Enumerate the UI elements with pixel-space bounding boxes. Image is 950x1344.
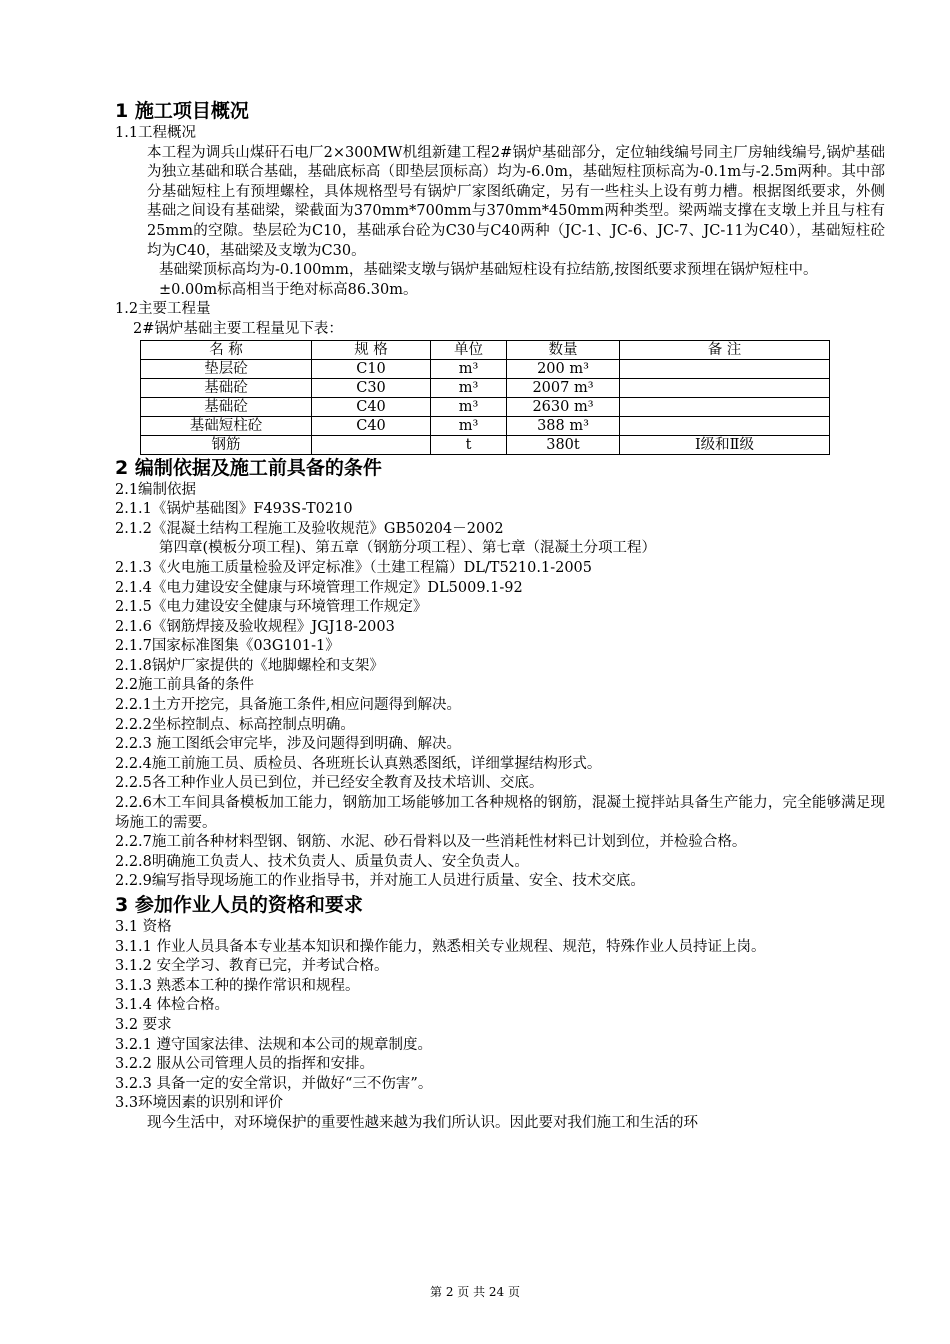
table-cell: C30 [312,378,431,397]
list-item: 3.1.4 体检合格。 [115,997,230,1014]
list-item: 2.1.1《锅炉基础图》F493S-T0210 [115,501,353,518]
table-row [141,435,830,454]
table-cell: 388 m³ [507,416,620,435]
quantity-table [140,340,830,455]
chapters-line: 第四章(模板分项工程)、第五章（钢筋分项工程）、第七章（混凝土分项工程） [159,540,657,557]
table-cell: 380t [507,435,620,454]
list-item: 2.2.1土方开挖完，具备施工条件,相应问题得到解决。 [115,697,462,714]
subsection-3-2: 3.2 要求 [115,1016,172,1033]
table-cell [620,416,830,435]
table-cell [312,435,431,454]
table-cell: 垫层砼 [141,359,312,378]
table-cell: C10 [312,359,431,378]
list-item: 2.1.6《钢筋焊接及验收规程》JGJ18-2003 [115,618,395,635]
table-cell: m³ [431,378,507,397]
list-item: 2.2.5各工种作业人员已到位，并已经安全教育及技术培训、交底。 [115,775,544,792]
table-cell: 基础短柱砼 [141,416,312,435]
subsection-1-2: 1.2主要工程量 [115,301,211,318]
beam-paragraph: 基础梁顶标高均为-0.100mm，基础梁支墩与锅炉基础短柱设有拉结筋,按图纸要求预埋在锅炉短柱中。 [159,262,818,279]
table-cell: 2007 m³ [507,378,620,397]
table-header-row [141,340,830,359]
table-cell [620,378,830,397]
list-item: 2.2.6木工车间具备模板加工能力，钢筋加工场能够加工各种规格的钢筋，混凝土搅拌站具备生产能力，完全能够满足现场施工的需要。 [115,795,885,831]
table-header-cell: 规 格 [312,340,431,359]
list-item: 2.1.7国家标准图集《03G101-1》 [115,638,340,655]
table-cell: 钢筋 [141,435,312,454]
table-cell: m³ [431,416,507,435]
table-cell: C40 [312,397,431,416]
section-3-heading: 3 参加作业人员的资格和要求 [115,894,363,916]
document-page [115,98,885,1134]
table-cell [620,359,830,378]
table-cell: C40 [312,416,431,435]
page-footer: 第 2 页 共 24 页 [430,1285,520,1299]
table-cell: Ⅰ级和Ⅱ级 [620,435,830,454]
table-header-cell: 名 称 [141,340,312,359]
subsection-2-1: 2.1编制依据 [115,481,197,498]
list-item: 2.2.3 施工图纸会审完毕，涉及问题得到明确、解决。 [115,736,462,753]
overview-paragraph: 本工程为调兵山煤矸石电厂2×300MW机组新建工程2#锅炉基础部分，定位轴线编号同主厂房轴线编号,锅炉基础为独立基础和联合基础，基础底标高（即垫层顶标高）均为-6.0m，基础短柱顶标高为-0.1m与-2.5m两种。其中部分基础短柱上有预埋螺栓，具体规格型号有锅炉厂家图纸确定，另有一些柱头上设有剪力槽。根据图纸要求，外侧基础之间设有基础梁，梁截面为370mm*700mm与370mm*450mm两种类型。梁两端支撑在支墩上并且与柱有25mm的空隙。垫层砼为C10，基础承台砼为C30与C40两种（JC-1、JC-6、JC-7、JC-11为C40），基础短柱砼均为C40，基础梁及支墩为C30。 [147,144,885,259]
table-cell: 200 m³ [507,359,620,378]
list-item: 2.2.9编写指导现场施工的作业指导书，并对施工人员进行质量、安全、技术交底。 [115,873,645,890]
table-row [141,416,830,435]
elevation-line: ±0.00m标高相当于绝对标高86.30m。 [159,281,418,298]
table-cell: 基础砼 [141,397,312,416]
table-row [141,378,830,397]
list-item: 3.1.3 熟悉本工种的操作常识和规程。 [115,977,360,994]
list-item: 3.2.1 遵守国家法律、法规和本公司的规章制度。 [115,1036,433,1053]
list-item: 2.2.7施工前各种材料型钢、钢筋、水泥、砂石骨料以及一些消耗性材料已计划到位，并检验合格。 [115,834,747,851]
table-cell: m³ [431,359,507,378]
list-item: 3.2.3 具备一定的安全常识，并做好“三不伤害”。 [115,1075,433,1092]
table-header-cell: 备 注 [620,340,830,359]
list-item: 2.2.8明确施工负责人、技术负责人、质量负责人、安全负责人。 [115,853,529,870]
section-2-heading: 2 编制依据及施工前具备的条件 [115,456,382,479]
table-row [141,359,830,378]
section-1-heading: 1 施工项目概况 [115,100,249,122]
table-cell: m³ [431,397,507,416]
subsection-1-1: 1.1工程概况 [115,125,197,141]
table-header-cell: 单位 [431,340,507,359]
table-cell: 基础砼 [141,378,312,397]
list-item: 3.1.1 作业人员具备本专业基本知识和操作能力，熟悉相关专业规程、规范，特殊作业人员持证上岗。 [115,938,766,955]
list-item: 2.1.2《混凝土结构工程施工及验收规范》GB50204－2002 [115,520,504,537]
list-item: 2.1.3《火电施工质量检验及评定标准》（土建工程篇）DL/T5210.1-2005 [115,559,592,576]
list-item: 3.1.2 安全学习、教育已完，并考试合格。 [115,958,389,975]
table-header-cell: 数量 [507,340,620,359]
table-cell [620,397,830,416]
table-row [141,397,830,416]
list-item: 2.2.4施工前施工员、质检员、各班班长认真熟悉图纸，详细掌握结构形式。 [115,755,602,772]
subsection-3-3: 3.3环境因素的识别和评价 [115,1095,284,1112]
table-caption: 2#锅炉基础主要工程量见下表： [133,320,343,337]
list-item: 2.1.5《电力建设安全健康与环境管理工作规定》 [115,599,428,616]
list-item: 2.1.8锅炉厂家提供的《地脚螺栓和支架》 [115,657,384,674]
subsection-2-2: 2.2施工前具备的条件 [115,677,255,694]
subsection-3-1: 3.1 资格 [115,919,172,935]
table-cell: 2630 m³ [507,397,620,416]
environment-paragraph: 现今生活中，对环境保护的重要性越来越为我们所认识。因此要对我们施工和生活的环 [147,1114,698,1131]
list-item: 2.2.2坐标控制点、标高控制点明确。 [115,716,355,733]
table-cell: t [431,435,507,454]
list-item: 3.2.2 服从公司管理人员的指挥和安排。 [115,1056,375,1073]
list-item: 2.1.4《电力建设安全健康与环境管理工作规定》DL5009.1-92 [115,579,523,596]
